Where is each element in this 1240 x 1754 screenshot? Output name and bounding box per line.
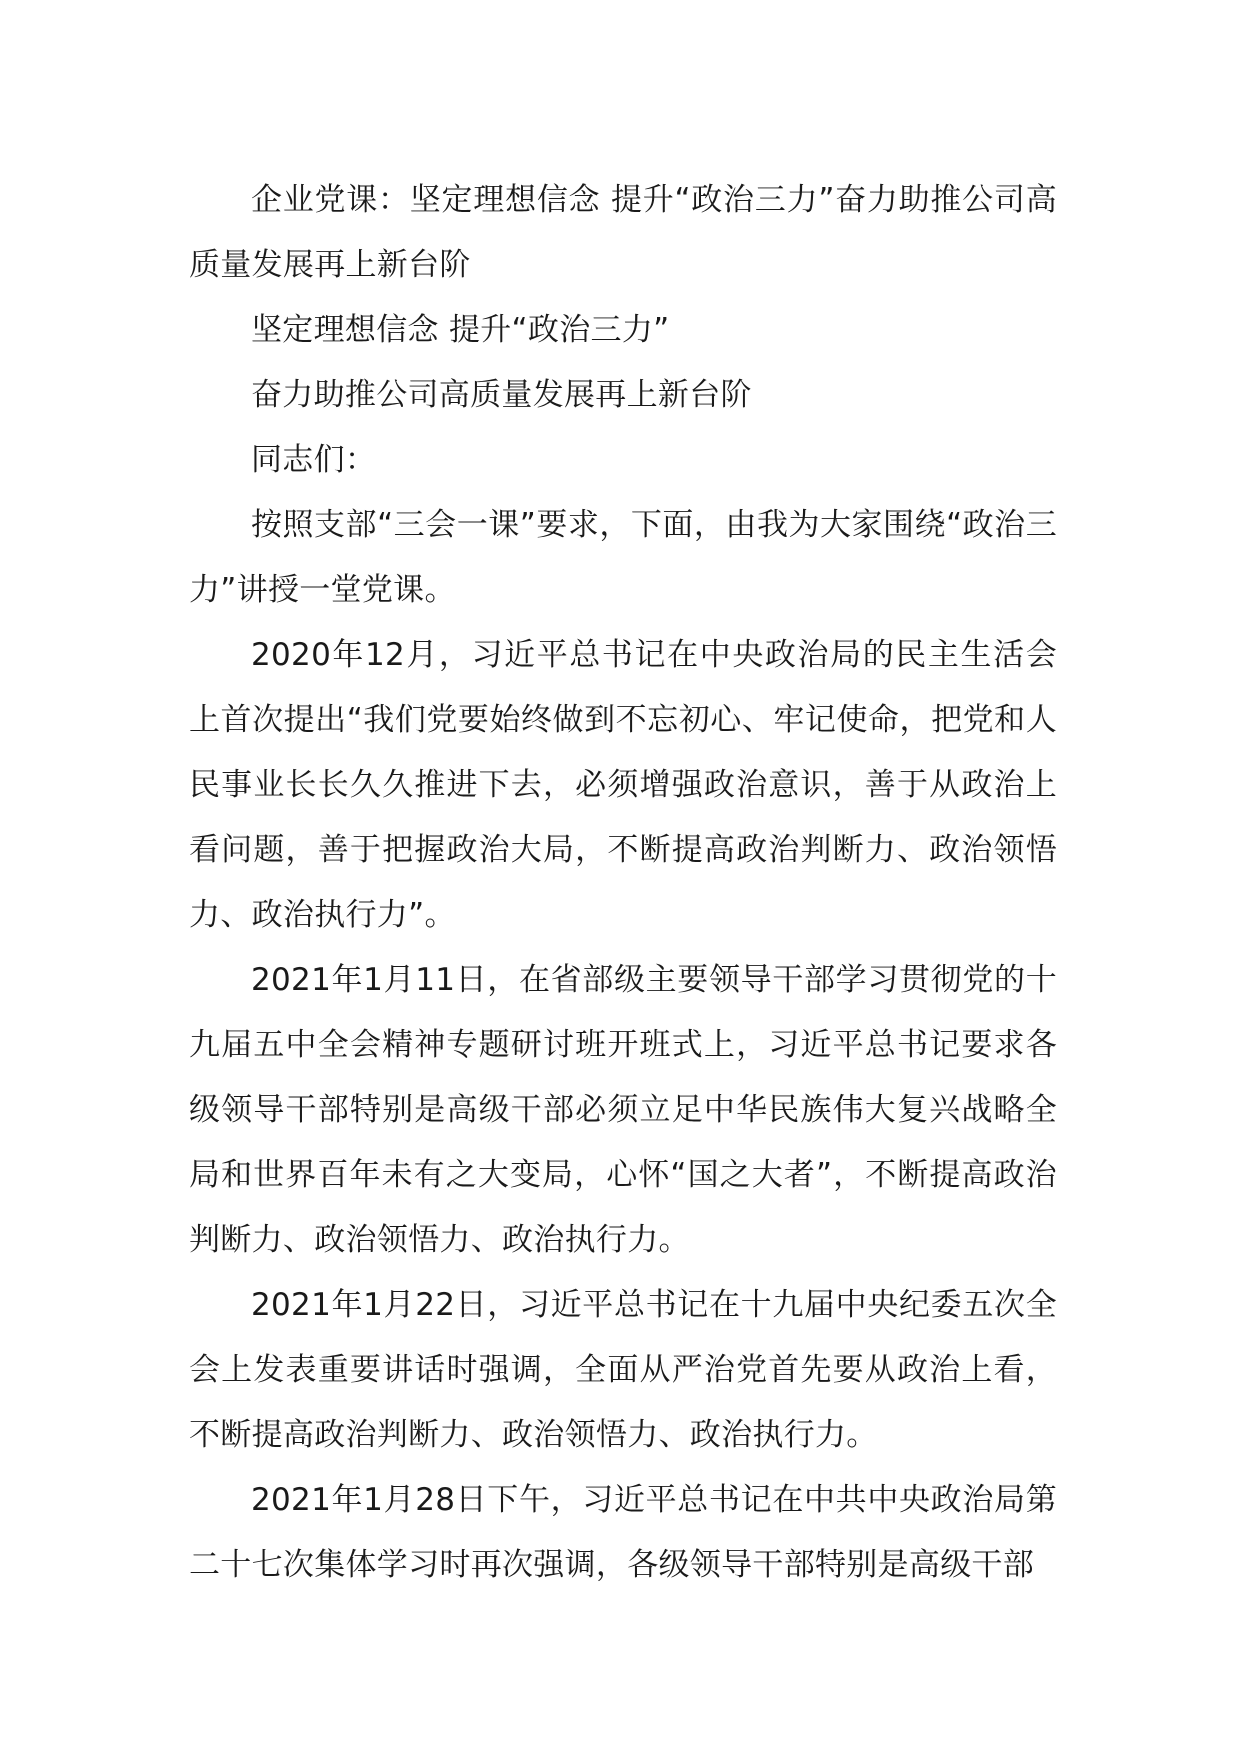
salutation: 同志们：: [251, 442, 377, 478]
body-paragraph-2021-01-28: 2021年1月28日下午，习近平总书记在中共中央政治局第二十七次集体学习时再次强调，各级领导干部特别是高级干部: [189, 1482, 1057, 1583]
subtitle-line-2: 奋力助推公司高质量发展再上新台阶: [251, 377, 752, 413]
document-body: [189, 168, 1057, 1598]
body-paragraph-2020-12: 2020年12月，习近平总书记在中央政治局的民主生活会上首次提出“我们党要始终做到不忘初心、牢记使命，把党和人民事业长长久久推进下去，必须增强政治意识，善于从政治上看问题，善于把握政治大局，不断提高政治判断力、政治领悟力、政治执行力”。: [189, 637, 1057, 933]
body-paragraph-2021-01-22: 2021年1月22日，习近平总书记在十九届中央纪委五次全会上发表重要讲话时强调，全面从严治党首先要从政治上看，不断提高政治判断力、政治领悟力、政治执行力。: [189, 1287, 1057, 1453]
document-title-line: 企业党课：坚定理想信念 提升“政治三力”奋力助推公司高质量发展再上新台阶: [189, 182, 1057, 283]
subtitle-line-1: 坚定理想信念 提升“政治三力”: [251, 312, 670, 348]
body-paragraph-2021-01-11: 2021年1月11日，在省部级主要领导干部学习贯彻党的十九届五中全会精神专题研讨班开班式上，习近平总书记要求各级领导干部特别是高级干部必须立足中华民族伟大复兴战略全局和世界百年未有之大变局，心怀“国之大者”，不断提高政治判断力、政治领悟力、政治执行力。: [189, 962, 1057, 1258]
intro-paragraph: 按照支部“三会一课”要求，下面，由我为大家围绕“政治三力”讲授一堂党课。: [189, 507, 1057, 608]
